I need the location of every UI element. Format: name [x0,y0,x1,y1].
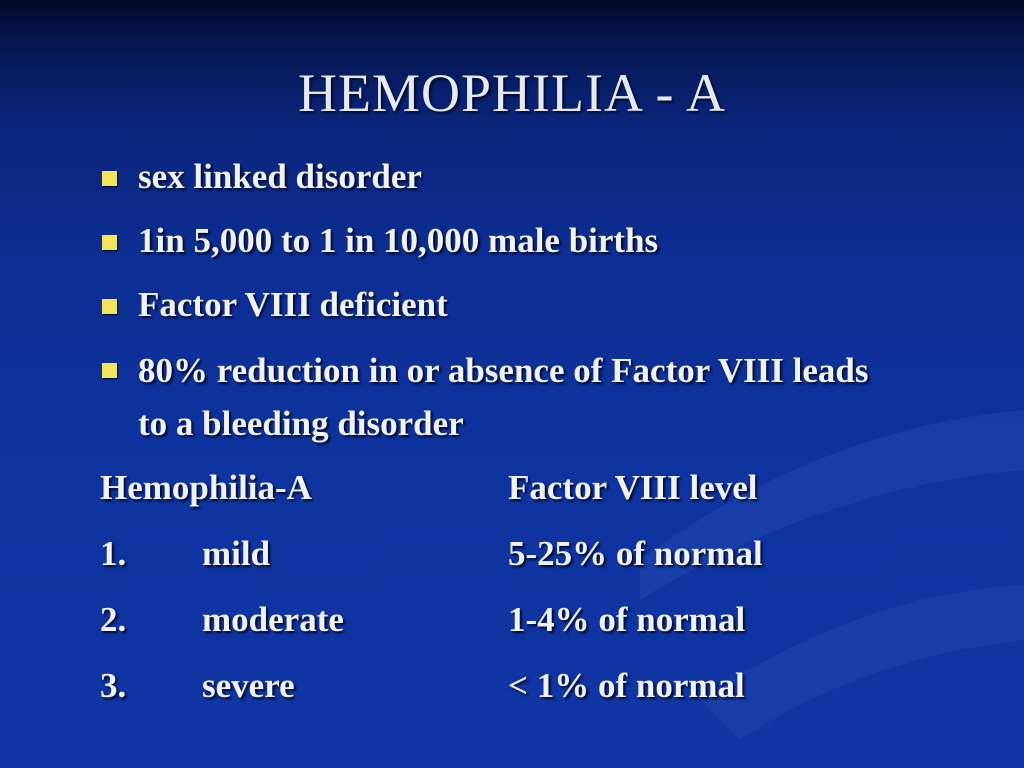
row-number: 1. [100,534,127,573]
table-row [100,600,950,666]
bullet-item [100,152,900,202]
row-severity: severe [202,666,295,705]
row-severity: moderate [202,600,344,639]
square-bullet-icon [102,363,117,378]
square-bullet-icon [102,235,117,250]
table-header-row [100,468,950,534]
table-row [100,534,950,600]
bullet-item [100,280,900,330]
bullet-item [100,216,900,266]
row-number: 2. [100,600,127,639]
table-header-level: Factor VIII level [508,468,758,507]
square-bullet-icon [102,171,117,186]
bullet-text: 80% reduction in or absence of Factor VIII leads to a bleeding disorder [138,351,869,443]
row-level: 1-4% of normal [508,600,746,639]
bullet-item [100,344,898,450]
bullet-text: Factor VIII deficient [138,285,448,324]
square-bullet-icon [102,299,117,314]
bullet-text: sex linked disorder [138,157,422,196]
bullet-list [100,152,900,464]
row-severity: mild [202,534,271,573]
slide-title: HEMOPHILIA - A [298,63,726,123]
row-level: < 1% of normal [508,666,745,705]
table-row [100,666,950,732]
severity-table [100,468,950,732]
bullet-text: 1in 5,000 to 1 in 10,000 male births [138,221,659,260]
row-number: 3. [100,666,127,705]
table-header-type: Hemophilia-A [100,468,312,507]
row-level: 5-25% of normal [508,534,763,573]
